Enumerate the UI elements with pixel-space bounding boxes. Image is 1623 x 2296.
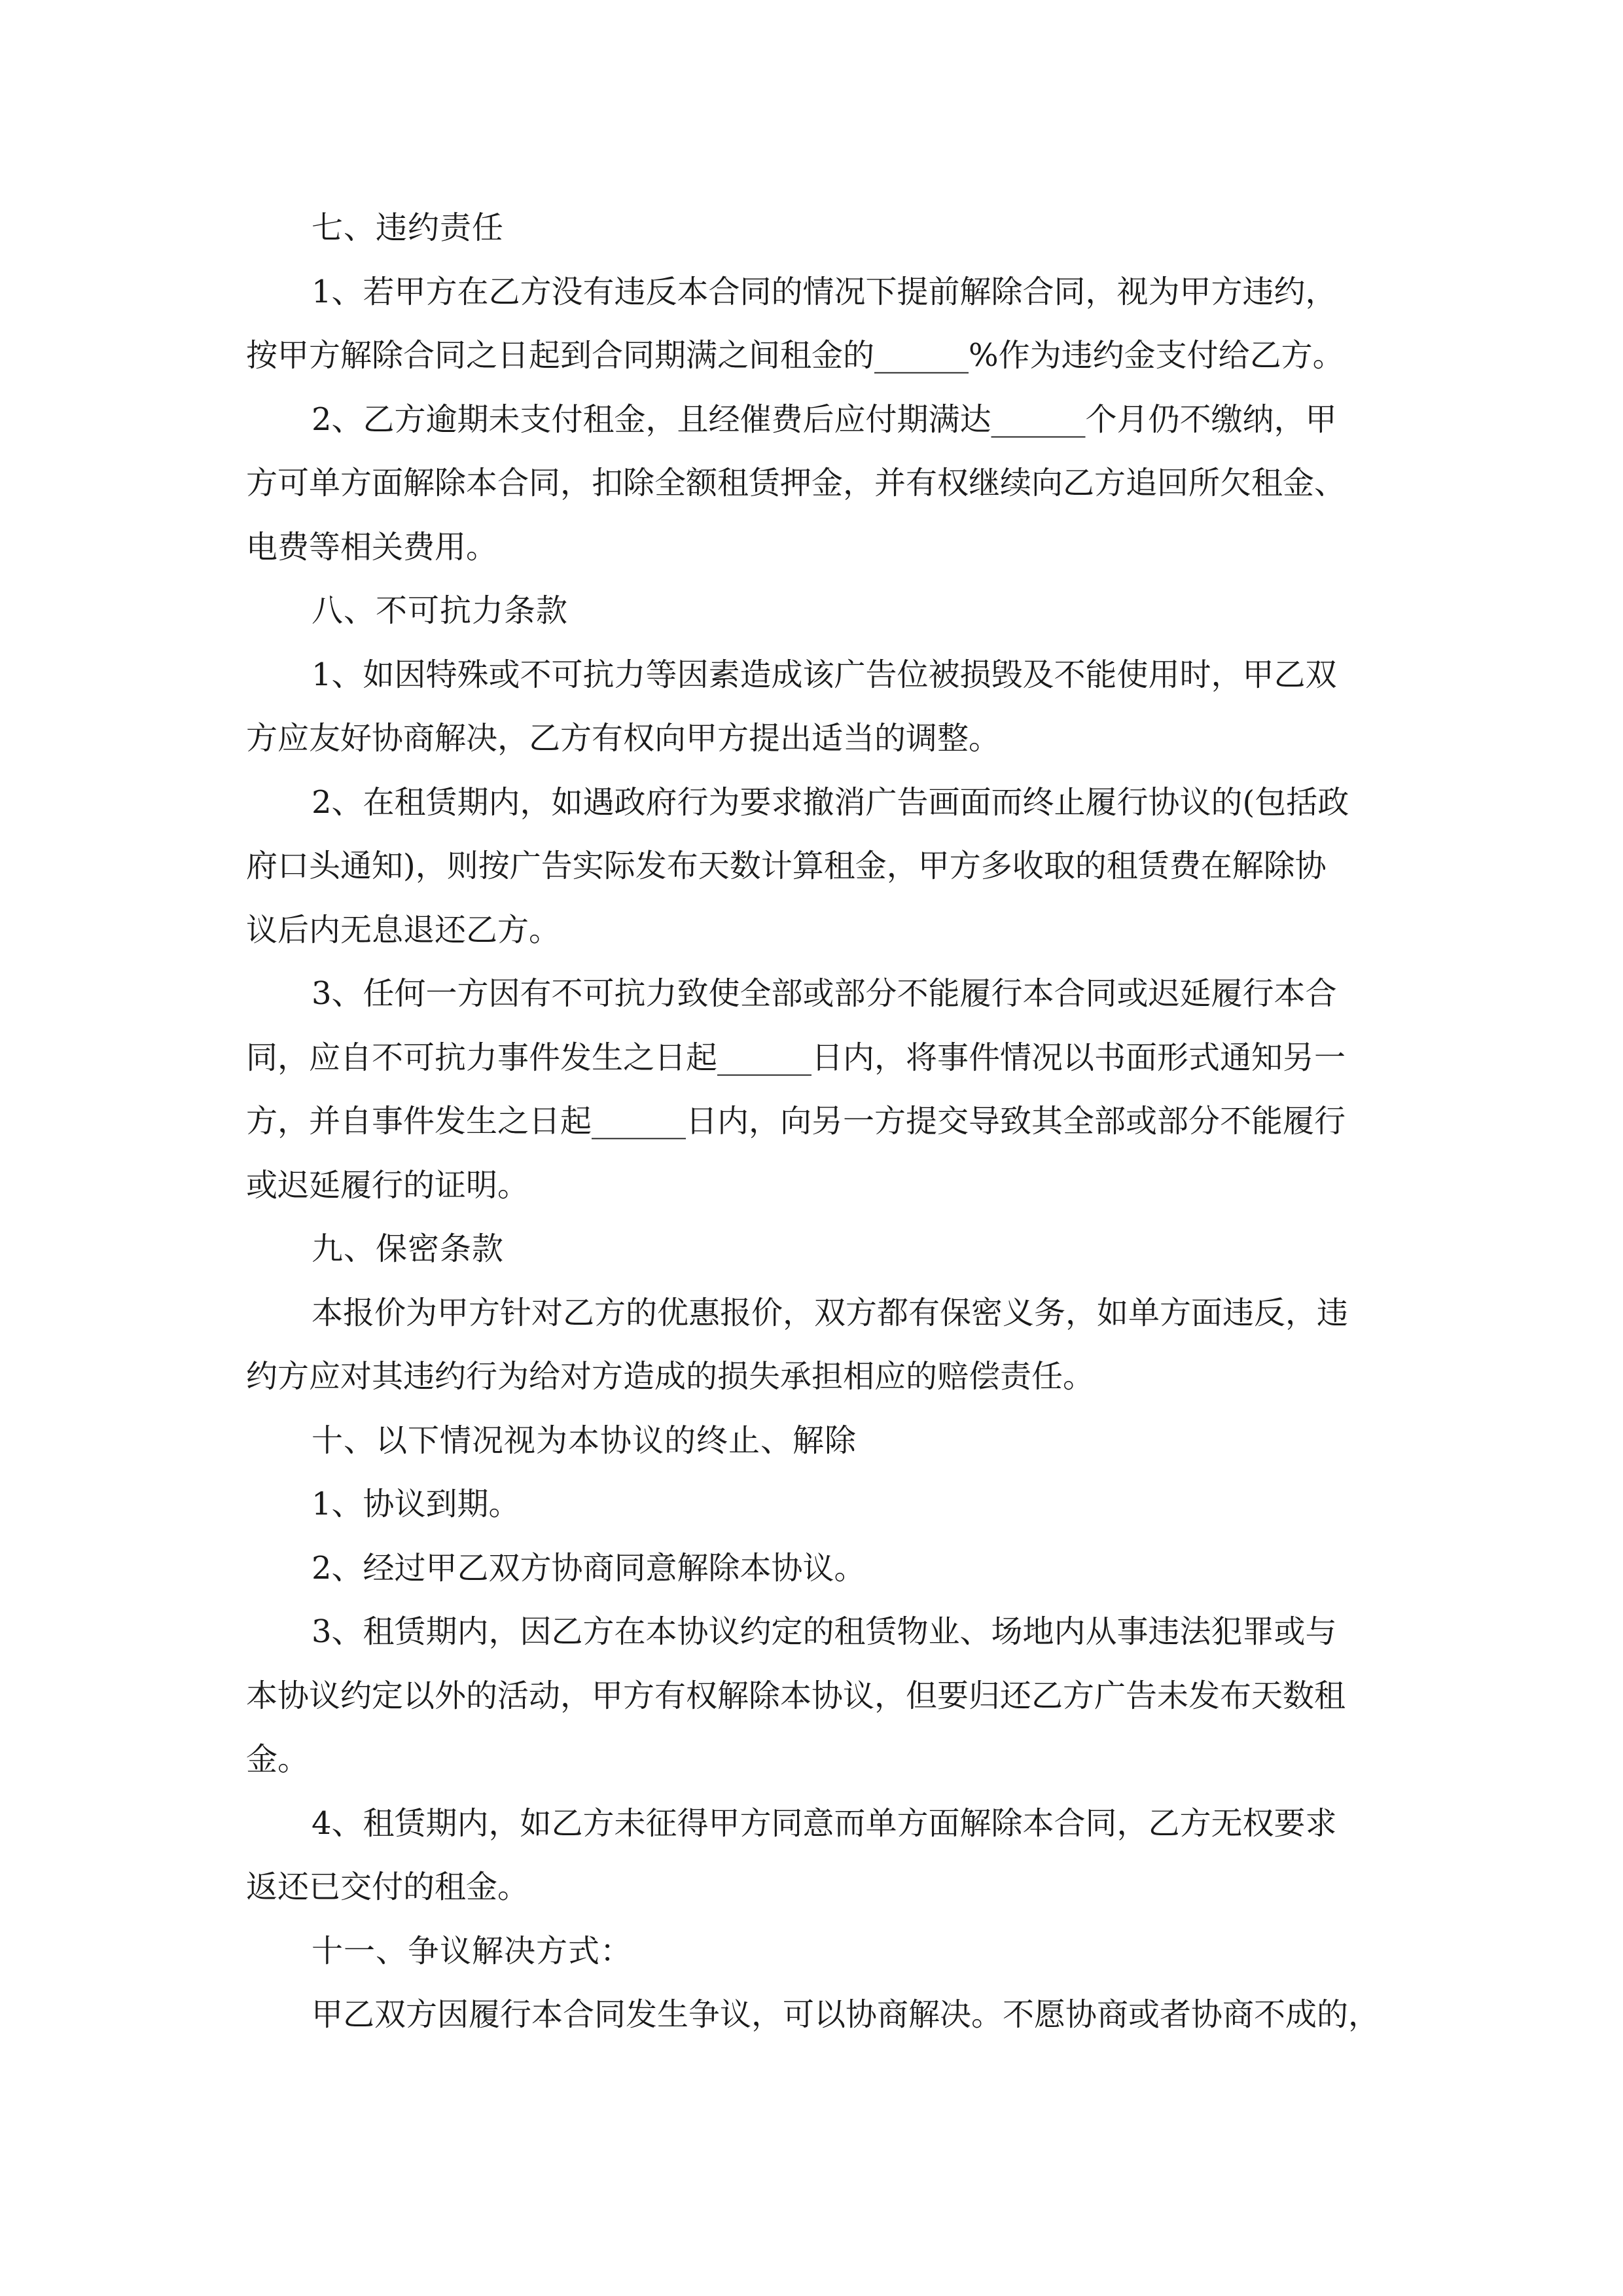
contract-text — [246, 196, 1391, 2047]
section-heading-termination: 十、以下情况视为本协议的终止、解除 — [312, 1422, 857, 1459]
paragraph-line: 1、如因特殊或不可抗力等因素造成该广告位被损毁及不能使用时，甲乙双 — [312, 656, 1337, 693]
paragraph-line: 本报价为甲方针对乙方的优惠报价，双方都有保密义务，如单方面违反，违 — [312, 1294, 1349, 1331]
section-heading-confidentiality: 九、保密条款 — [312, 1230, 505, 1267]
paragraph-line: 返还已交付的租金。 — [246, 1869, 529, 1905]
paragraph-line: 方可单方面解除本合同，扣除全额租赁押金，并有权继续向乙方追回所欠租金、 — [246, 465, 1346, 501]
paragraph-line: 1、若甲方在乙方没有违反本合同的情况下提前解除合同，视为甲方违约， — [312, 273, 1337, 310]
section-heading-force-majeure: 八、不可抗力条款 — [312, 592, 569, 629]
paragraph-line: 电费等相关费用。 — [246, 528, 498, 565]
paragraph-line: 或迟延履行的证明。 — [246, 1166, 529, 1204]
paragraph-line: 本协议约定以外的活动，甲方有权解除本协议，但要归还乙方广告未发布天数租 — [246, 1677, 1346, 1714]
paragraph-line: 2、经过甲乙双方协商同意解除本协议。 — [312, 1549, 866, 1587]
paragraph-line: 方，并自事件发生之日起______日内，向另一方提交导致其全部或部分不能履行 — [246, 1103, 1346, 1139]
paragraph-line: 约方应对其违约行为给对方造成的损失承担相应的赔偿责任。 — [246, 1358, 1095, 1395]
paragraph-line: 同，应自不可抗力事件发生之日起______日内，将事件情况以书面形式通知另一 — [246, 1039, 1346, 1076]
section-heading-dispute: 十一、争议解决方式： — [312, 1932, 633, 1969]
section-heading-breach: 七、违约责任 — [312, 209, 505, 246]
paragraph-line: 甲乙双方因履行本合同发生争议，可以协商解决。不愿协商或者协商不成的， — [312, 1996, 1380, 2033]
paragraph-line: 方应友好协商解决，乙方有权向甲方提出适当的调整。 — [246, 720, 1001, 757]
paragraph-line: 按甲方解除合同之日起到合同期满之间租金的______%作为违约金支付给乙方。 — [246, 337, 1344, 374]
paragraph-line: 议后内无息退还乙方。 — [246, 911, 561, 948]
paragraph-line: 府口头通知)，则按广告实际发布天数计算租金，甲方多收取的租赁费在解除协 — [246, 848, 1327, 884]
paragraph-line: 1、协议到期。 — [312, 1486, 520, 1522]
paragraph-line: 2、在租赁期内，如遇政府行为要求撤消广告画面而终止履行协议的(包括政 — [312, 783, 1349, 821]
paragraph-line: 2、乙方逾期未支付租金，且经催费后应付期满达______个月仍不缴纳，甲 — [312, 401, 1337, 438]
paragraph-line: 4、租赁期内，如乙方未征得甲方同意而单方面解除本合同，乙方无权要求 — [312, 1804, 1337, 1842]
paragraph-line: 金。 — [246, 1741, 310, 1778]
paragraph-line: 3、任何一方因有不可抗力致使全部或部分不能履行本合同或迟延履行本合 — [312, 975, 1337, 1012]
paragraph-line: 3、租赁期内，因乙方在本协议约定的租赁物业、场地内从事违法犯罪或与 — [312, 1613, 1337, 1650]
